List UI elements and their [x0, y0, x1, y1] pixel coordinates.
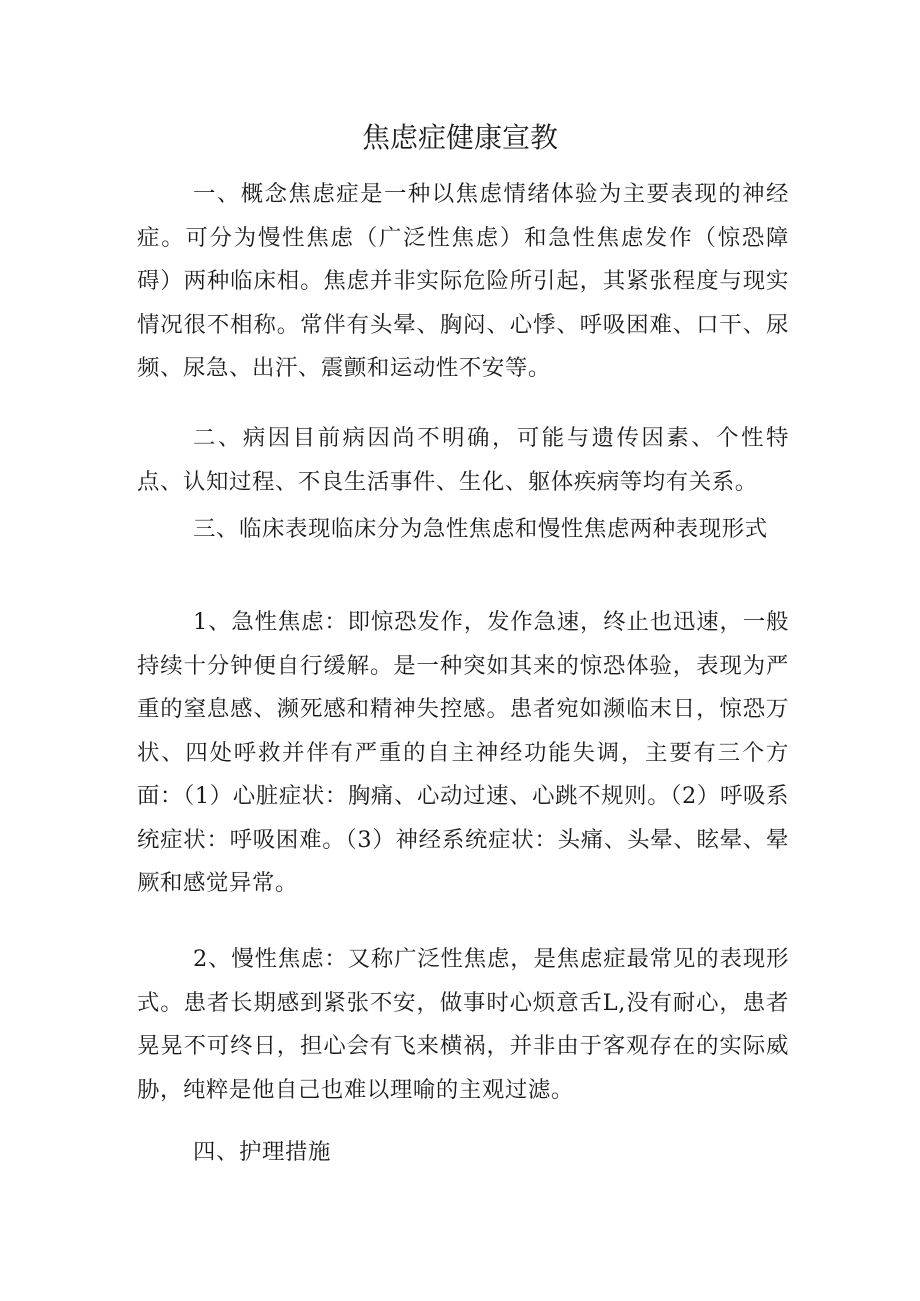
paragraph-clinical: 三、临床表现临床分为急性焦虑和慢性焦虑两种表现形式	[193, 516, 768, 542]
paragraph-acute-anxiety: 1、急性焦虑：即惊恐发作，发作急速，终止也迅速，一般持续十分钟便自行缓解。是一种突如其来的惊恐体验，表现为严重的窒息感、濒死感和精神失控感。患者宛如濒临末日，惊恐万状、四处呼救并伴有严重的自主神经功能失调，主要有三个方面：（1）心脏症状：胸痛、心动过速、心跳不规则。（2）呼吸系统症状：呼吸困难。（3）神经系统症状：头痛、头晕、眩晕、晕厥和感觉异常。	[137, 609, 789, 896]
paragraph-chronic-anxiety: 2、慢性焦虑：又称广泛性焦虑，是焦虑症最常见的表现形式。患者长期感到紧张不安，做事时心烦意舌L,没有耐心，患者晃晃不可终日，担心会有飞来横祸，并非由于客观存在的实际威胁，纯粹是他自己也难以理喻的主观过滤。	[137, 946, 789, 1103]
paragraph-cause: 二、病因目前病因尚不明确，可能与遗传因素、个性特点、认知过程、不良生活事件、生化、躯体疾病等均有关系。	[137, 425, 789, 495]
paragraph-concept: 一、概念焦虑症是一种以焦虑情绪体验为主要表现的神经症。可分为慢性焦虑（广泛性焦虑）和急性焦虑发作（惊恐障碍）两种临床相。焦虑并非实际危险所引起，其紧张程度与现实情况很不相称。常伴有头晕、胸闷、心悸、呼吸困难、口干、尿频、尿急、出汗、震颤和运动性不安等。	[137, 181, 789, 381]
paragraph-nursing: 四、护理措施	[193, 1139, 331, 1165]
document-title: 焦虑症健康宣教	[361, 121, 558, 154]
